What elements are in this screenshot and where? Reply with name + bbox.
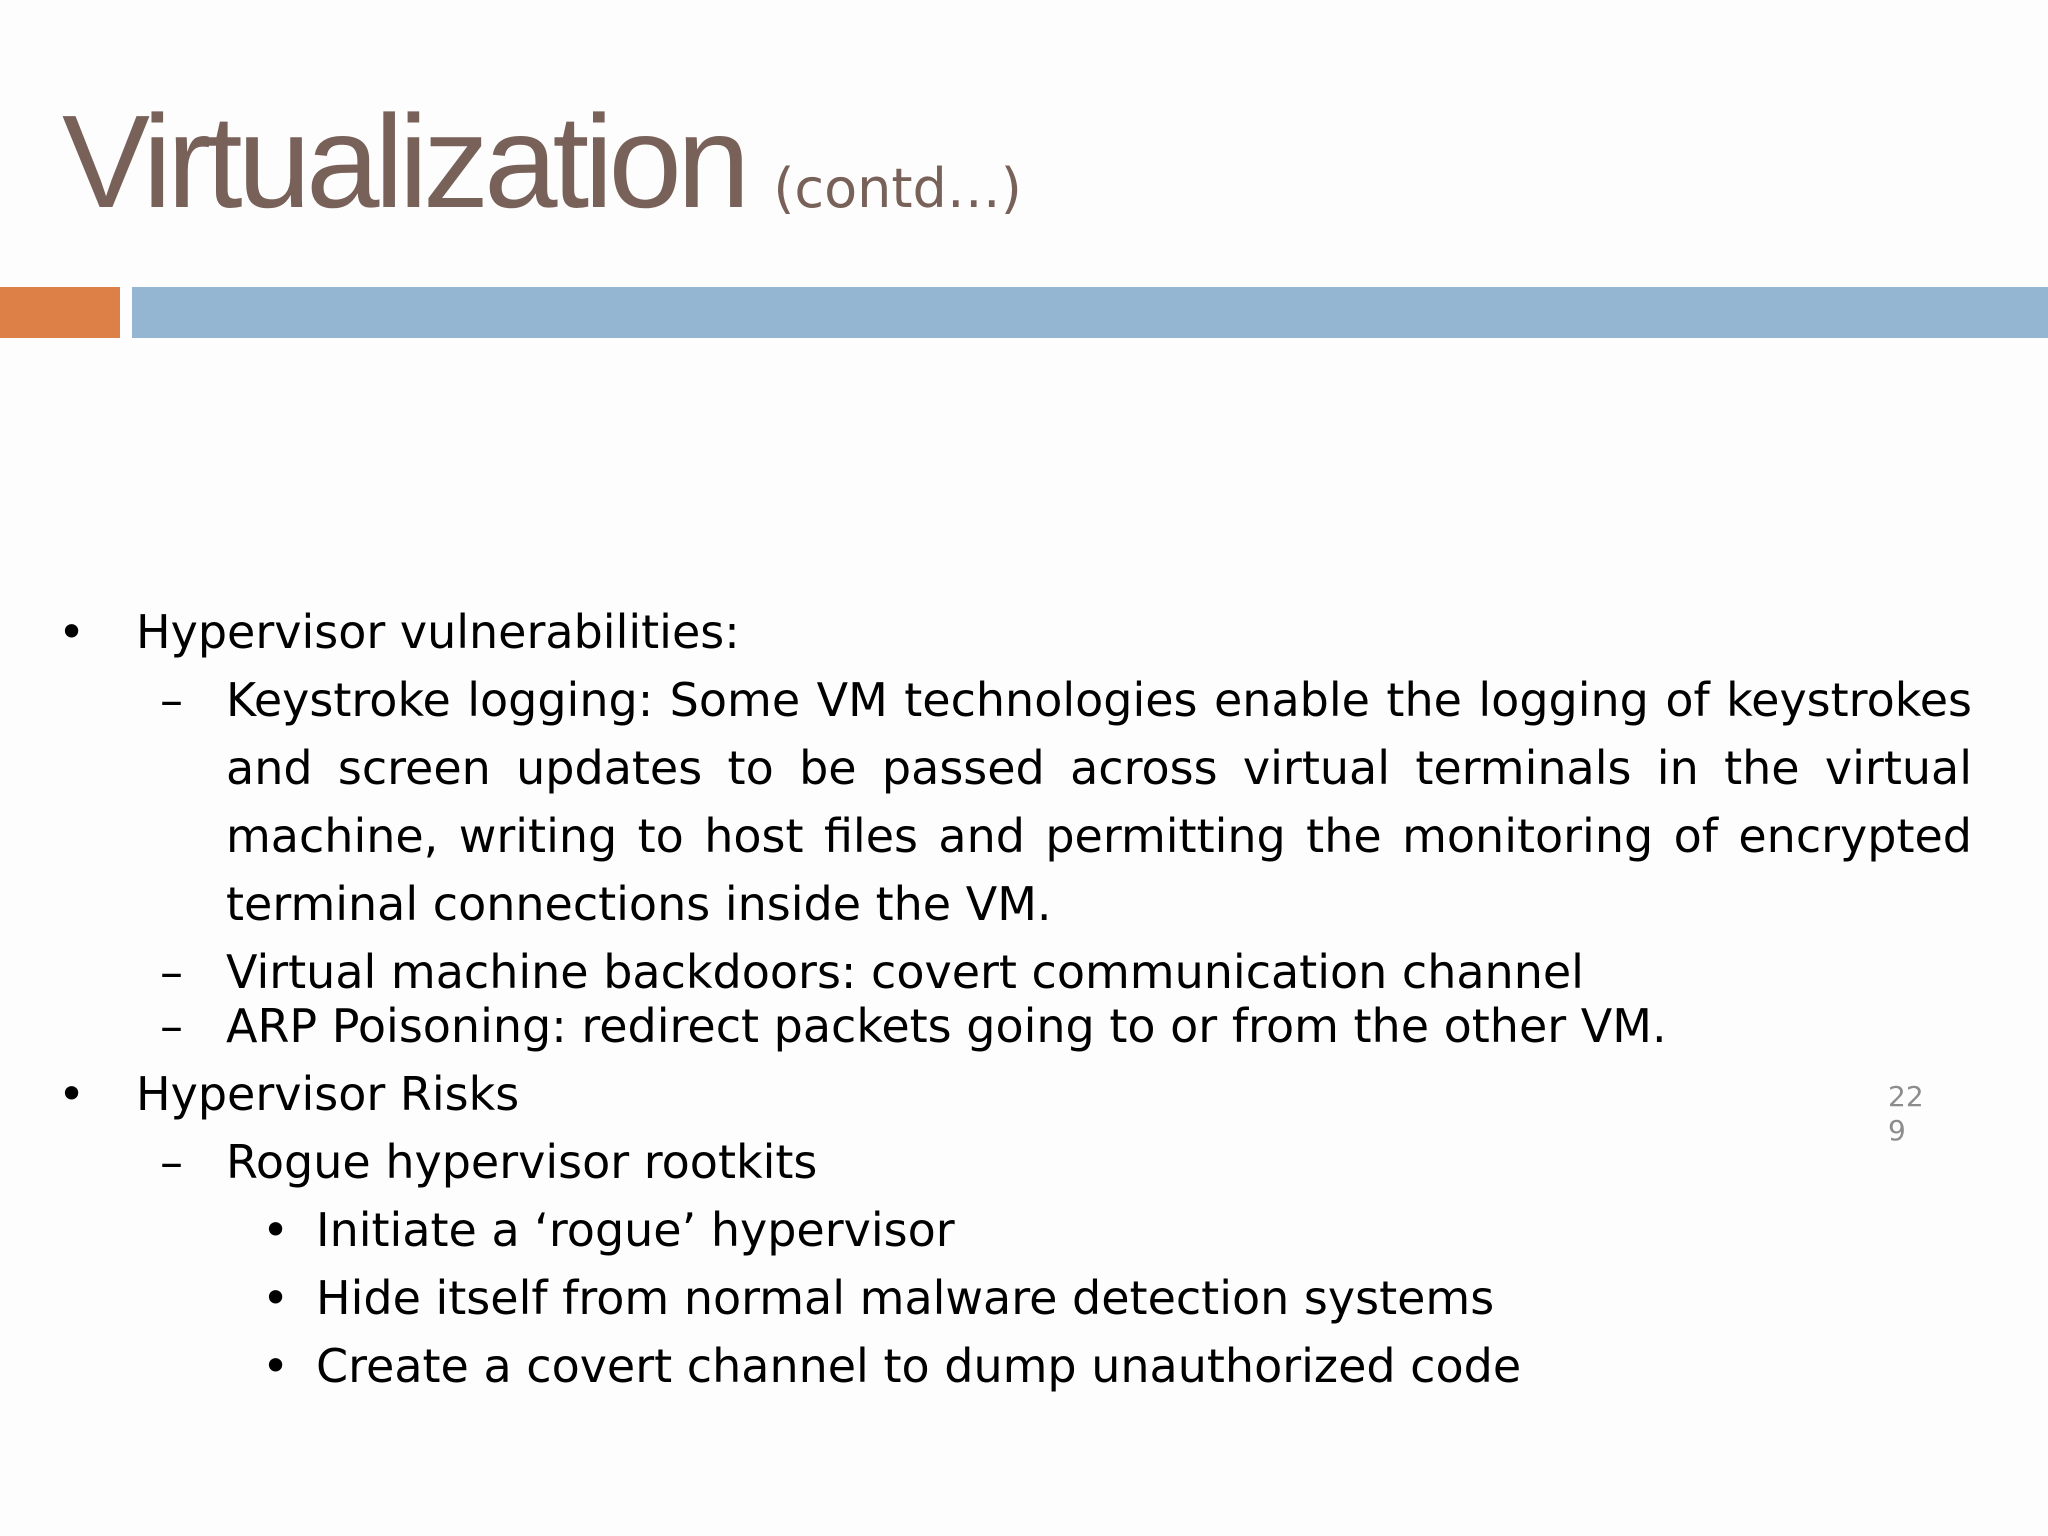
dash-icon: – <box>160 673 183 727</box>
slide-body <box>0 598 2048 1400</box>
bullet-hypervisor-vulnerabilities <box>0 598 2048 666</box>
accent-bar <box>0 287 120 338</box>
bullet-text: Hypervisor vulnerabilities: <box>136 605 740 659</box>
sub-bullet-text: Virtual machine backdoors: covert communication channel <box>226 945 1584 999</box>
bullet-dot-icon: • <box>262 1339 290 1393</box>
page-number-line-2: 9 <box>1888 1114 1906 1147</box>
sub-bullet-keystroke-logging <box>0 666 2048 938</box>
title-underline-bar <box>132 287 2048 338</box>
sub-bullet-text: Rogue hypervisor rootkits <box>226 1135 818 1189</box>
bullet-dot-icon: • <box>58 1067 86 1121</box>
dash-icon: – <box>160 1135 183 1189</box>
sub-sub-bullet-text: Create a covert channel to dump unauthorized code <box>316 1339 1522 1393</box>
slide-title: Virtualization <box>62 88 746 235</box>
sub-sub-bullet-covert-channel <box>0 1332 2048 1400</box>
dash-icon: – <box>160 999 183 1053</box>
bullet-dot-icon: • <box>262 1271 290 1325</box>
sub-sub-bullet-text: Hide itself from normal malware detection systems <box>316 1271 1495 1325</box>
sub-bullet-rogue-rootkits <box>0 1128 2048 1196</box>
page-number <box>1888 1080 1924 1148</box>
bullet-dot-icon: • <box>262 1203 290 1257</box>
slide-subtitle: (contd…) <box>773 157 1022 220</box>
sub-sub-bullet-text: Initiate a ‘rogue’ hypervisor <box>316 1203 955 1257</box>
sub-bullet-arp-poisoning <box>0 992 2048 1060</box>
sub-bullet-text: ARP Poisoning: redirect packets going to or from the other VM. <box>226 999 1667 1053</box>
bullet-hypervisor-risks <box>0 1060 2048 1128</box>
bullet-dot-icon: • <box>58 605 86 659</box>
sub-sub-bullet-initiate <box>0 1196 2048 1264</box>
bullet-text: Hypervisor Risks <box>136 1067 520 1121</box>
dash-icon: – <box>160 945 183 999</box>
sub-bullet-text: Keystroke logging: Some VM technologies enable the logging of keystrokes and screen updates to be passed across virtual terminals in the virtual machine, writing to host files and permitting the monitoring of encrypted terminal connections inside the VM. <box>226 673 1972 931</box>
slide-title-row <box>62 88 1022 235</box>
page-number-line-1: 22 <box>1888 1080 1924 1113</box>
sub-sub-bullet-hide <box>0 1264 2048 1332</box>
